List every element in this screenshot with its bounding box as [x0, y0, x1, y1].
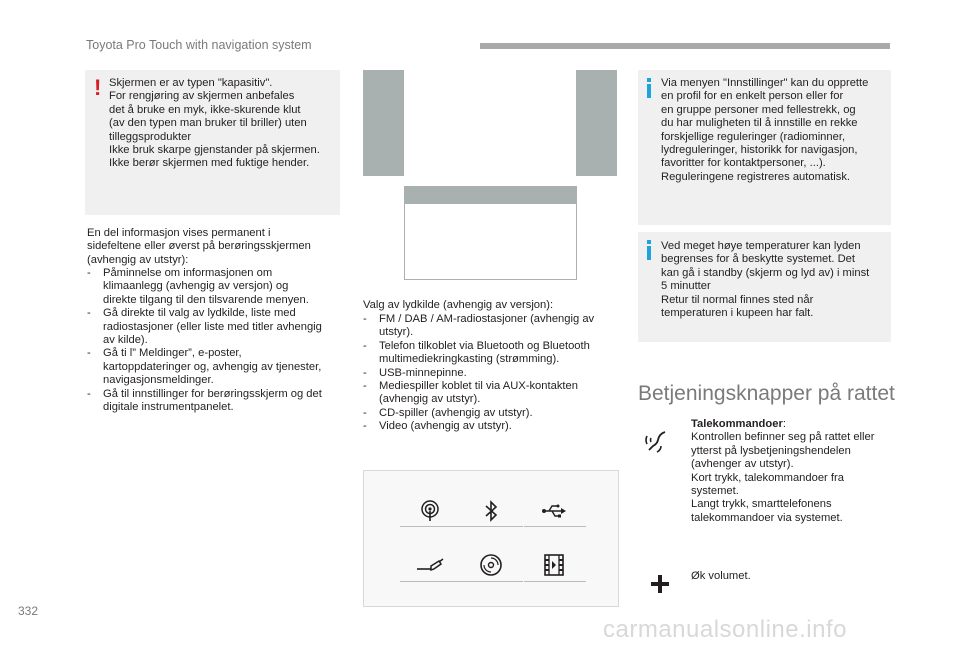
- voice-command-text: [691, 418, 896, 525]
- list-item: - FM / DAB / AM-radiostasjoner (avhengig av utstyr).: [363, 313, 595, 339]
- middle-list: [363, 313, 623, 434]
- list-item: - Gå direkte til valg av lydkilde, liste med radiostasjoner (eller liste med titler avhengig av kilde).: [87, 307, 322, 347]
- radio-icon: [400, 495, 460, 527]
- section-title: Betjeningsknapper på rattet: [638, 382, 895, 405]
- voice-command-icon: [643, 424, 675, 461]
- volume-up-icon: [650, 574, 670, 599]
- left-intro: En del informasjon vises permanent i sidefeltene eller øverst på berøringsskjermen (avhengig av utstyr):: [87, 227, 311, 266]
- list-item: - Påminnelse om informasjonen om klimaanlegg (avhengig av versjon) og direkte tilgang til den tilsvarende menyen.: [87, 267, 309, 306]
- header-bar: [480, 43, 890, 49]
- header-title: Toyota Pro Touch with navigation system: [86, 38, 312, 52]
- divider: [400, 526, 462, 527]
- left-list: [87, 267, 347, 414]
- info-icon: [647, 246, 651, 260]
- info-box-temperature-text: Ved meget høye temperaturer kan lyden begrenses for å beskytte systemet. Det kan gå i standby (skjerm og lyd av) i minst 5 minutter Retur til normal finnes sted når temperaturen i kupeen har falt.: [661, 240, 870, 320]
- warning-icon: !: [94, 75, 102, 100]
- info-icon-dot: [647, 240, 651, 244]
- bluetooth-icon: [461, 495, 521, 527]
- audio-source-icon-panel: [363, 470, 619, 607]
- page-number: 332: [18, 604, 39, 618]
- screen-illustration-2: [404, 186, 577, 280]
- volume-up-text: Øk volumet.: [691, 570, 751, 582]
- voice-command-description: : Kontrollen befinner seg på rattet eller ytterst på lysbetjeningshendelen (avhenger av utstyr). Kort trykk, talekommandoer fra systemet. Langt trykk, smarttelefonens talekommandoer via systemet.: [691, 418, 875, 524]
- list-item: - CD-spiller (avhengig av utstyr).: [363, 406, 533, 419]
- screen-illustration-2-topbar: [405, 187, 576, 204]
- warning-text: Skjermen er av typen "kapasitiv". For rengjøring av skjermen anbefales det å bruke en myk, ikke-skurende klut (av den typen man bruker til briller) uten tilleggsprodukter Ikke bruk skarpe gjenstander på skjermen. Ikke berør skjermen med fuktige hender.: [109, 77, 320, 170]
- usb-icon: [524, 495, 584, 527]
- info-box-profiles-text: Via menyen "Innstillinger" kan du opprette en profil for en enkelt person eller for en gruppe personer med fellestrekk, og du har muligheten til å innstille en rekke forskjellige reguleringer (radiominner, lydreguleringer, historikk for navigasjon, favoritter for kontaktpersoner, ...). Reguleringene registreres automatisk.: [661, 77, 869, 183]
- cd-icon: [461, 549, 521, 581]
- divider: [524, 526, 586, 527]
- divider: [524, 581, 586, 582]
- divider: [461, 526, 523, 527]
- list-item: - Gå til innstillinger for berøringsskjerm og det digitale instrumentpanelet.: [87, 387, 322, 414]
- screen-illustration-1: [363, 70, 617, 176]
- list-item: - Mediespiller koblet til via AUX-kontakten (avhengig av utstyr).: [363, 380, 578, 406]
- info-icon-dot: [647, 78, 651, 82]
- screen-illustration-1-display: [404, 70, 576, 176]
- info-icon: [647, 84, 651, 98]
- divider: [400, 581, 462, 582]
- list-item: - Video (avhengig av utstyr).: [363, 420, 512, 433]
- video-icon: [524, 549, 584, 581]
- list-item: - Gå ti l” Meldinger”, e-poster, kartoppdateringer og, avhengig av tjenester, navigasjonsmeldinger.: [87, 347, 322, 387]
- list-item: - USB-minnepinne.: [363, 366, 467, 379]
- aux-icon: [400, 549, 460, 581]
- divider: [461, 581, 523, 582]
- watermark: carmanualsonline.info: [603, 616, 847, 643]
- voice-command-title: Talekommandoer: [691, 418, 783, 430]
- list-item: - Telefon tilkoblet via Bluetooth og Bluetooth multimediekringkasting (strømming).: [363, 339, 590, 366]
- middle-intro: Valg av lydkilde (avhengig av versjon):: [363, 299, 554, 311]
